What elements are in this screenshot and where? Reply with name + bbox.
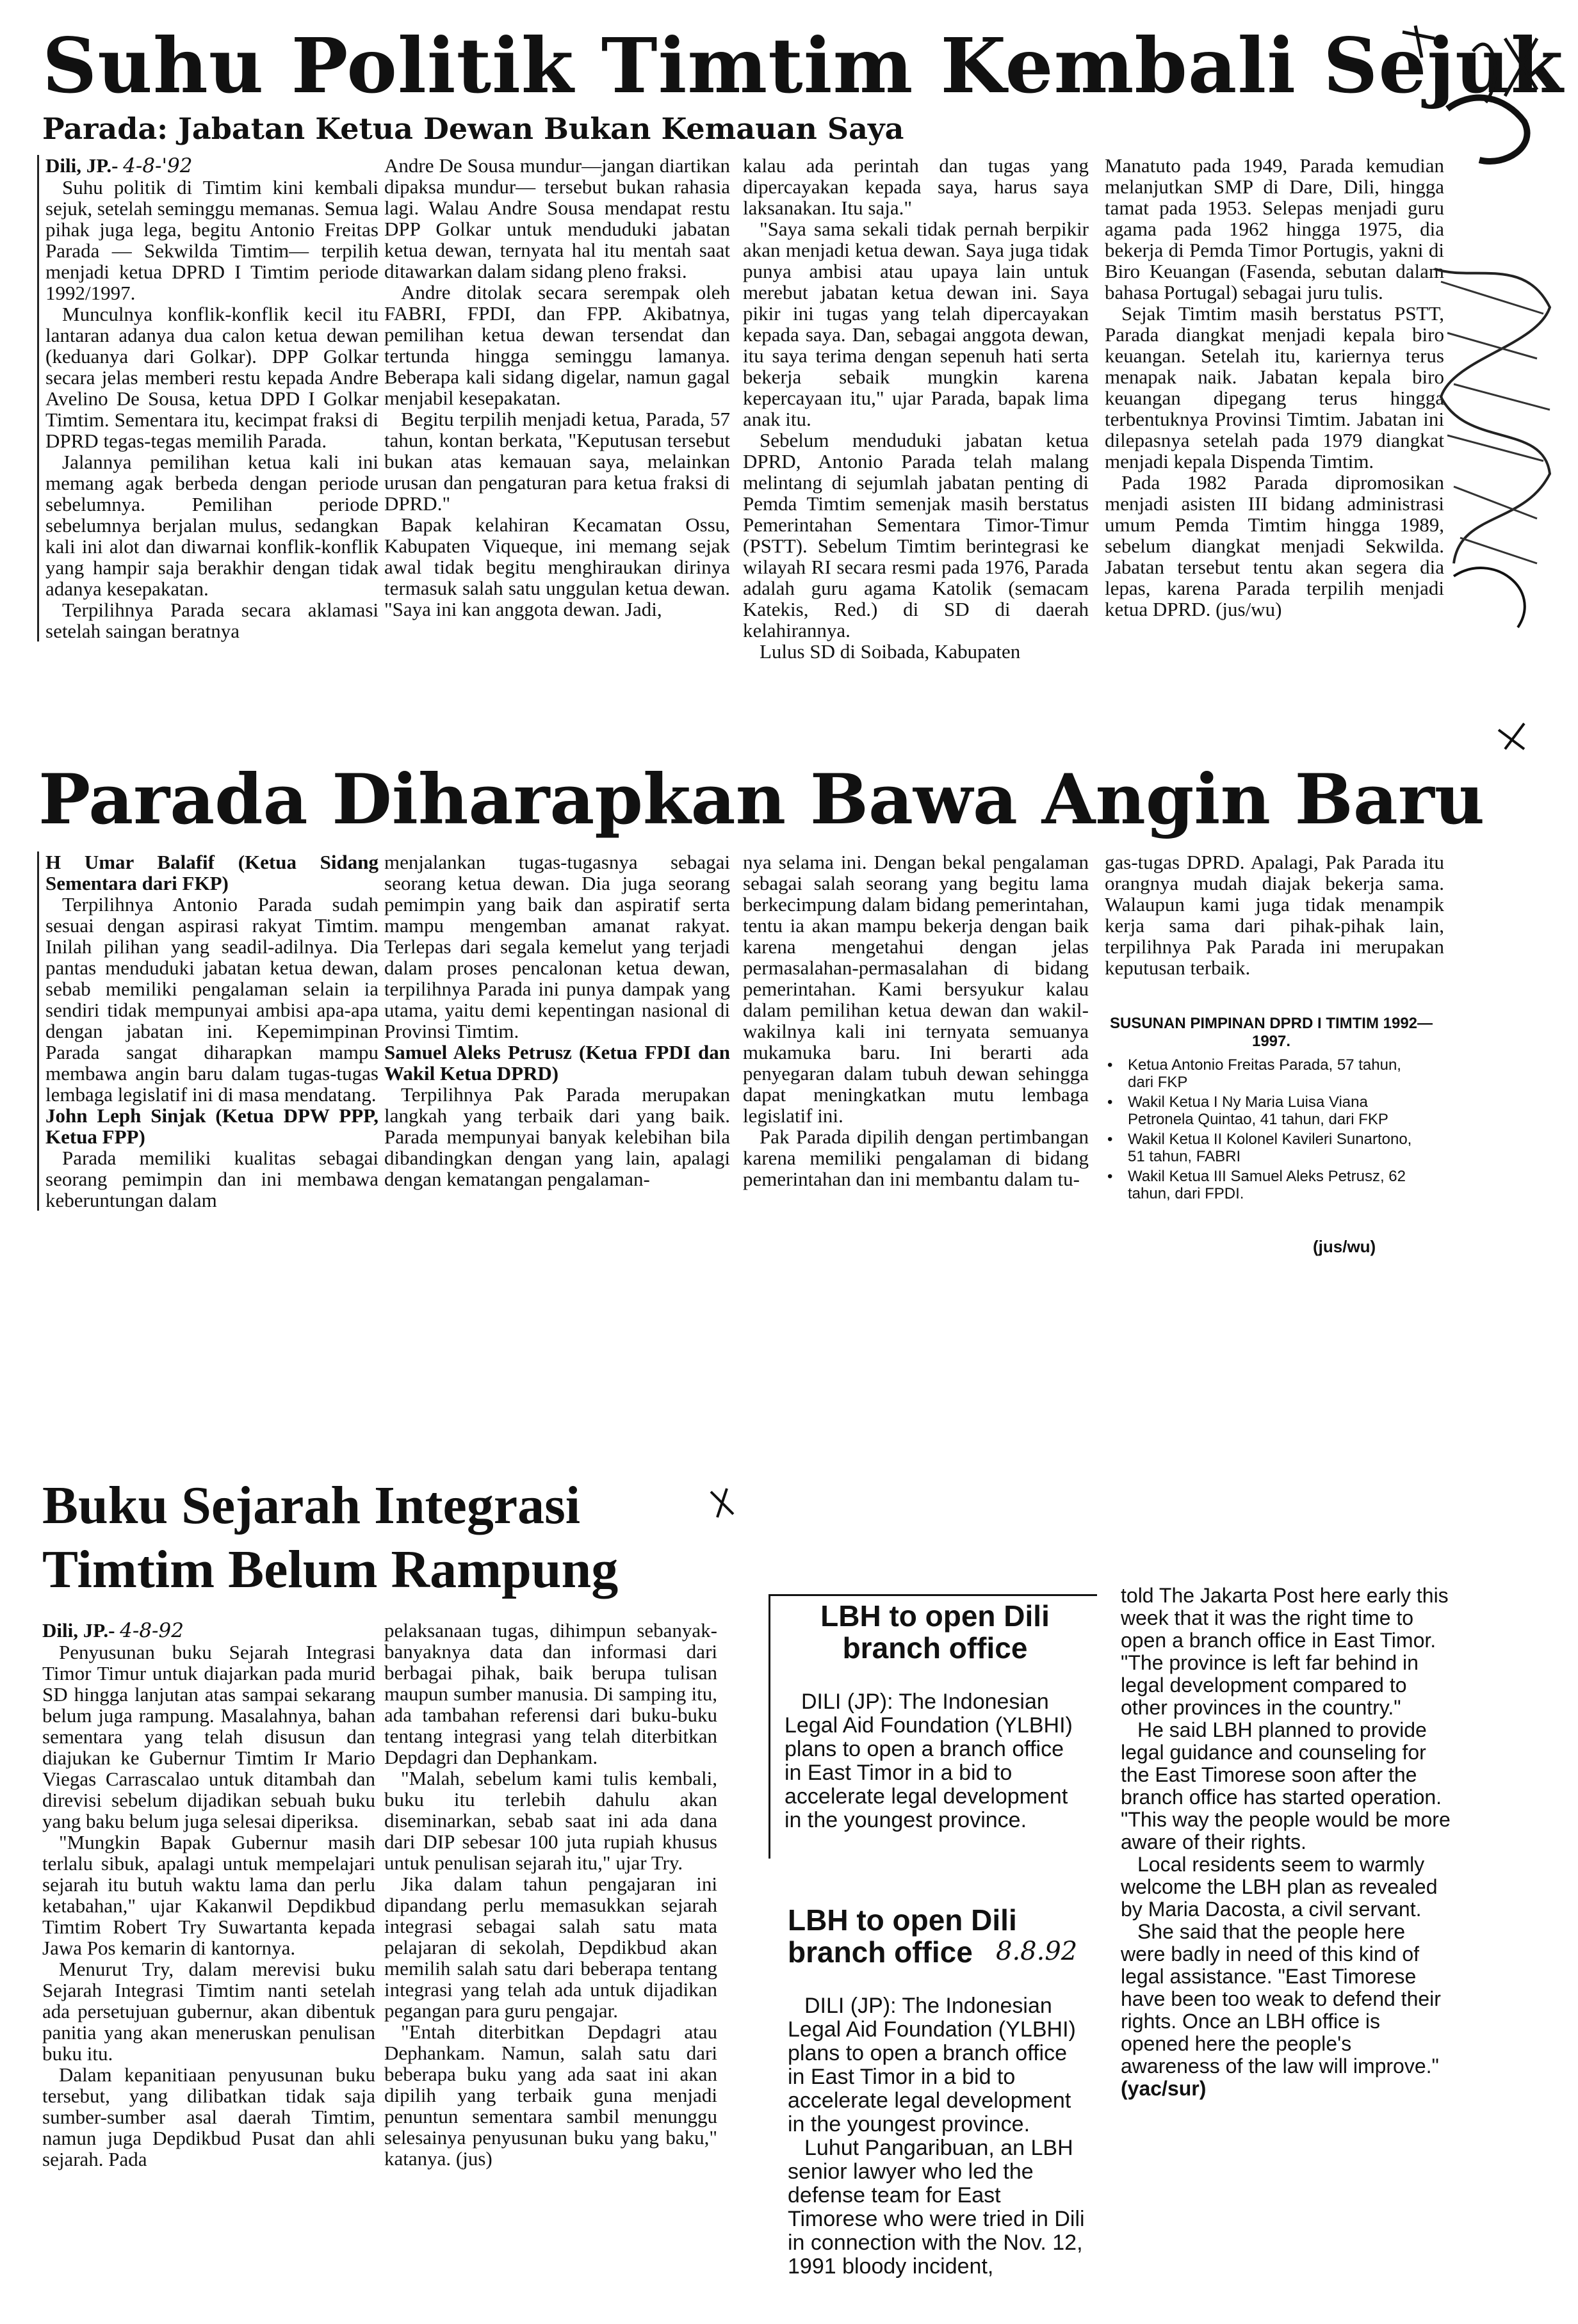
paragraph: "Mungkin Bapak Gubernur masih terlalu sibuk, apalagi untuk mempelajari sejarah itu butuh waktu lama dan perlu ketabahan," ujar Kakanwil Depdikbud Timtim Robert Try Suwartanta kepada Jawa Pos kemarin di kantornya. — [42, 1831, 375, 1959]
list-item: • Wakil Ketua III Samuel Aleks Petrusz, 62 tahun, dari FPDI. — [1105, 1168, 1425, 1202]
leadership-list — [1105, 1056, 1425, 1205]
article3-headline-line2: Timtim Belum Rampung — [42, 1540, 619, 1599]
paragraph: Dalam kepanitiaan penyusunan buku tersebut, yang dilibatkan tidak saja sumber-sumber asal daerah Timtim, namun juga Depdikbud Pusat dan ahli sejarah. Pada — [42, 2063, 375, 2170]
article2-column-1 — [37, 851, 378, 1211]
article3-handwritten-date: 4-8-92 — [120, 1619, 184, 1642]
paragraph: Andre De Sousa mundur—jangan diartikan dipaksa mundur— tersebut bukan rahasia lagi. Walau Andre Sousa mendapat restu DPP Golkar untuk menduduki jabatan ketua dewan, ternyata hal itu mentah saat ditawarkan dalam sidang pleno fraksi. — [384, 154, 730, 282]
article3-column-2 — [384, 1620, 717, 2169]
paragraph: "Malah, sebelum kami tulis kembali, buku itu terlebih dahulu akan diseminarkan, sebab saat ini ada dana dari DIP sebesar 100 juta rupiah khusus untuk penulisan sejarah itu," ujar Try. — [384, 1767, 717, 1874]
handwritten-scribble-marks — [1377, 13, 1569, 755]
article5-column-1 — [788, 1994, 1089, 2279]
article5-handwritten-date: 8.8.92 — [996, 1937, 1078, 1966]
speaker-heading: John Leph Sinjak (Ketua DPW PPP, Ketua FPP) — [45, 1104, 378, 1148]
paragraph: DILI (JP): The Indonesian Legal Aid Foundation (YLBHI) plans to open a branch office in East Timor in a bid to accelerate legal development in the youngest province. — [785, 1690, 1073, 1832]
list-item: • Wakil Ketua II Kolonel Kavileri Sunartono, 51 tahun, FABRI — [1105, 1131, 1425, 1165]
article1-dateline: Dili, JP.- — [45, 154, 118, 177]
paragraph: Begitu terpilih menjadi ketua, Parada, 57 tahun, kontan berkata, "Keputusan tersebut bukan atas kemauan saya, melainkan urusan dan pengaturan para ketua fraksi di DPRD." — [384, 408, 730, 515]
list-item: • Ketua Antonio Freitas Parada, 57 tahun, dari FKP — [1105, 1056, 1425, 1091]
paragraph: Luhut Pangaribuan, an LBH senior lawyer who led the defense team for East Timorese who were tried in Dili in connection with the Nov. 12, 1991 bloody incident, — [788, 2136, 1085, 2279]
paragraph: Bapak kelahiran Kecamatan Ossu, Kabupaten Viqueque, ini memang sejak awal tidak begitu menghiraukan dirinya termasuk salah satu unggulan ketua dewan. "Saya ini kan anggota dewan. Jadi, — [384, 513, 730, 620]
paragraph: Local residents seem to warmly welcome the LBH plan as revealed by Maria Dacosta, a civil servant. — [1121, 1853, 1438, 1921]
paragraph: Andre ditolak secara serempak oleh FABRI, FPDI, dan FPP. Akibatnya, pemilihan ketua dewan tersendat dan tertunda hingga seminggu lamanya. Beberapa kali sidang digelar, namun gagal menjabil kesepakatan. — [384, 281, 730, 409]
article3-column-1 — [42, 1620, 375, 2170]
paragraph: She said that the people here were badly in need of this kind of legal assistance. "East Timorese have been too weak to defend their rights. Once an LBH office is opened here the people's awareness of the law will improve." — [1121, 1920, 1441, 2078]
article3-dateline: Dili, JP.- — [42, 1619, 115, 1642]
paragraph: nya selama ini. Dengan bekal pengalaman sebagai salah seorang yang begitu lama berkecimpung dalam bidang pemerintahan, tentu ia akan mampu bekerja dengan baik karena mengetahui dengan jelas permasalahan-permasalahan di bidang pemerintahan. Kami bersyukur kalau dalam pemilihan ketua dewan dan wakil-wakilnya kali ini ternyata semuanya mukamuka baru. Ini berarti ada penyegaran dalam tubuh dewan sehingga dapat meningkatkan mutu lembaga legislatif ini. — [743, 851, 1089, 1127]
paragraph: Terpilihnya Antonio Parada sudah sesuai dengan aspirasi rakyat Timtim. Inilah pilihan yang seadil-adilnya. Dia pantas menduduki jabatan ketua dewan, sebab memiliki pengalaman selain ia sendiri tidak mempunyai ambisi apa-apa dengan jabatan ini. Kepemimpinan Parada sangat diharapkan mampu membawa angin baru dalam tugas-tugas lembaga legislatif ini di masa mendatang. — [45, 893, 378, 1106]
article1-column-2 — [384, 155, 730, 620]
paragraph: DILI (JP): The Indonesian Legal Aid Foundation (YLBHI) plans to open a branch office in East Timor in a bid to accelerate legal development in the youngest province. — [788, 1994, 1076, 2136]
article1-headline: Suhu Politik Timtim Kembali Sejuk — [42, 21, 1564, 110]
paragraph: gas-tugas DPRD. Apalagi, Pak Parada itu orangnya mudah diajak bekerja sama. Walaupun kami juga tidak menampik kerja sama dari pihak-pihak lain, terpilihnya Pak Parada ini merupakan keputusan terbaik. — [1105, 851, 1444, 979]
article1-subhead: Parada: Jabatan Ketua Dewan Bukan Kemauan Saya — [42, 111, 904, 146]
paragraph: "Saya sama sekali tidak pernah berpikir akan menjadi ketua dewan. Saya juga tidak punya ambisi atau upaya lain untuk merebut jabatan ketua dewan ini. Saya pikir ini tugas yang telah dipercayakan kepada saya. Dan, sebagai anggota dewan, itu saya terima dengan sepenuh hati serta bekerja sebaik mungkin karena kepercayaan itu," ujar Parada, bapak lima anak itu. — [743, 218, 1089, 430]
speaker-heading: Samuel Aleks Petrusz (Ketua FPDI dan Wakil Ketua DPRD) — [384, 1041, 730, 1085]
article5-signature: (yac/sur) — [1121, 2077, 1207, 2100]
paragraph: Terpilihnya Parada secara aklamasi setelah saingan beratnya — [45, 599, 378, 642]
paragraph: Lulus SD di Soibada, Kabupaten — [760, 640, 1021, 663]
article4-headline: LBH to open Dili branch office — [820, 1599, 1050, 1665]
list-item: • Wakil Ketua I Ny Maria Luisa Viana Petronela Quintao, 41 tahun, dari FKP — [1105, 1093, 1425, 1128]
article3-headline-line1: Buku Sejarah Integrasi — [42, 1476, 581, 1535]
article5-headline: LBH to open Dili branch office — [788, 1903, 1017, 1969]
paragraph: Jalannya pemilihan ketua kali ini memang agak berbeda dengan periode sebelumnya. Pemilihan periode sebelumnya berjalan mulus, sedangkan kali ini alot dan diwarnai konflik-konflik yang hampir saja berakhir dengan tidak adanya kesepakatan. — [45, 451, 378, 600]
article2-headline: Parada Diharapkan Bawa Angin Baru — [38, 759, 1485, 840]
article1-column-1 — [37, 155, 378, 642]
article1-column-3 — [743, 155, 1089, 662]
paragraph: Sejak Timtim masih berstatus PSTT, Parada diangkat menjadi kepala biro keuangan. Setelah itu, kariernya terus menapak naik. Jabatan kepala biro keuangan dipegang terus hingga terbentuknya Provinsi Timtim. Jabatan ini dilepasnya setelah pada 1979 diangkat menjadi kepala Dispenda Timtim. — [1105, 302, 1444, 472]
paragraph: Pak Parada dipilih dengan pertimbangan karena memiliki pengalaman di bidang pemerintahan dan ini membantu dalam tu- — [743, 1126, 1089, 1190]
paragraph: Menurut Try, dalam merevisi buku Sejarah Integrasi Timtim nanti setelah ada persetujuan gubernur, akan dibentuk panitia yang akan meneruskan penulisan buku itu. — [42, 1958, 375, 2065]
paragraph: Pada 1982 Parada dipromosikan menjadi asisten III bidang administrasi umum Pemda Timtim hingga 1989, sebelum diangkat menjadi Sekwilda. Jabatan tersebut tentu akan segera dia lepas, karena Parada terpilih menjadi ketua DPRD. (jus/wu) — [1105, 471, 1444, 620]
paragraph: menjalankan tugas-tugasnya sebagai seorang ketua dewan. Dia juga seorang pemimpin yang baik dan aspiratif serta mampu mengemban amanat rakyat. Terlepas dari segala kemelut yang terjadi dalam proses pencalonan ketua dewan, terpilihnya Parada ini punya dampak yang utama, yaitu demi kepentingan nasional di Provinsi Timtim. — [384, 851, 730, 1042]
article2-column-3 — [743, 851, 1089, 1190]
paragraph: pelaksanaan tugas, dihimpun sebanyak-banyaknya data dan informasi dari berbagai pihak, baik berupa tulisan maupun sumber manusia. Di samping itu, ada tambahan referensi dari buku-buku tentang integrasi yang telah diterbitkan Depdagri dan Dephankam. — [384, 1619, 717, 1768]
pen-check-mark — [704, 1485, 743, 1524]
leadership-box-title: SUSUNAN PIMPINAN DPRD I TIMTIM 1992—1997. — [1109, 1015, 1433, 1050]
article4-body — [785, 1690, 1086, 1832]
paragraph: Penyusunan buku Sejarah Integrasi Timor Timur untuk diajarkan pada murid SD hingga lanjutan atas sampai sekarang belum juga rampung. Masalahnya, bahan sementara yang telah disusun dan diajukan ke Gubernur Timtim Ir Mario Viegas Carrascalao untuk ditambah dan direvisi sebelum dijadikan sebuah buku yang baku belum juga selesai diperiksa. — [42, 1641, 375, 1832]
paragraph: "Entah diterbitkan Depdagri atau Dephankam. Namun, salah satu dari beberapa buku yang ada saat ini akan dipilih yang terbaik guna menjadi penuntun sementara sambil menunggu selesainya penyusunan buku yang baku," katanya. (jus) — [384, 2021, 717, 2170]
paragraph: Sebelum menduduki jabatan ketua DPRD, Antonio Parada telah malang melintang di sejumlah jabatan penting di Pemda Timtim semenjak masih berstatus Pemerintahan Sementara Timor-Timur (PSTT). Sebelum Timtim berintegrasi ke wilayah RI secara resmi pada 1976, Parada adalah guru agama Katolik (semacam Katekis, Red.) di SD di daerah kelahirannya. — [743, 429, 1089, 642]
paragraph: kalau ada perintah dan tugas yang dipercayakan kepada saya, harus saya laksanakan. Itu saja." — [743, 154, 1089, 219]
article2-column-4 — [1105, 851, 1444, 978]
paragraph: told The Jakarta Post here early this week that it was the right time to open a branch office in East Timor. "The province is left far behind in legal development compared to other provinces in the country." — [1121, 1584, 1449, 1719]
paragraph: Suhu politik di Timtim kini kembali sejuk, setelah seminggu memanas. Semua pihak juga lega, begitu Antonio Freitas Parada — Sekwilda Timtim— terpilih menjadi ketua DPRD I Timtim periode 1992/1997. — [45, 176, 378, 304]
paragraph: Jika dalam tahun pengajaran ini dipandang perlu memasukkan sejarah integrasi sebagai salah satu mata pelajaran di sekolah, Depdikbud akan memilih salah satu dari beberapa tentang integrasi yang telah ada untuk dijadikan pegangan para guru pengajar. — [384, 1873, 717, 2022]
paragraph: Munculnya konflik-konflik kecil itu lantaran adanya dua calon ketua dewan (keduanya dari Golkar). DPP Golkar secara jelas memberi restu kepada Andre Avelino De Sousa, ketua DPD I Golkar Timtim. Sementara itu, kecimpat fraksi di DPRD tegas-tegas memilih Parada. — [45, 303, 378, 452]
speaker-heading: H Umar Balafif (Ketua Sidang Sementara dari FKP) — [45, 851, 378, 894]
article5-column-2 — [1121, 1585, 1454, 2100]
article1-handwritten-date: 4-8-'92 — [123, 154, 193, 177]
paragraph: Parada memiliki kualitas sebagai seorang pemimpin dan ini membawa keberuntungan dalam — [45, 1147, 378, 1211]
paragraph: Manatuto pada 1949, Parada kemudian melanjutkan SMP di Dare, Dili, hingga tamat pada 1953. Selepas menjadi guru agama pada 1962 hingga 1975, dia bekerja di Pemda Timor Portugis, yakni di Biro Keuangan (Fasenda, sebutan dalam bahasa Portugal) sebagai juru tulis. — [1105, 154, 1444, 303]
article2-column-2 — [384, 851, 730, 1190]
paragraph: Terpilihnya Pak Parada merupakan langkah yang terbaik dari yang baik. Parada mempunyai banyak kelebihan bila dibandingkan dengan yang lain, apalagi dengan kematangan pengalaman- — [384, 1083, 730, 1190]
paragraph: He said LBH planned to provide legal guidance and counseling for the East Timorese soon after the branch office has started operation. "This way the people would be more aware of their rights. — [1121, 1718, 1451, 1853]
article2-signature: (jus/wu) — [1313, 1237, 1376, 1256]
